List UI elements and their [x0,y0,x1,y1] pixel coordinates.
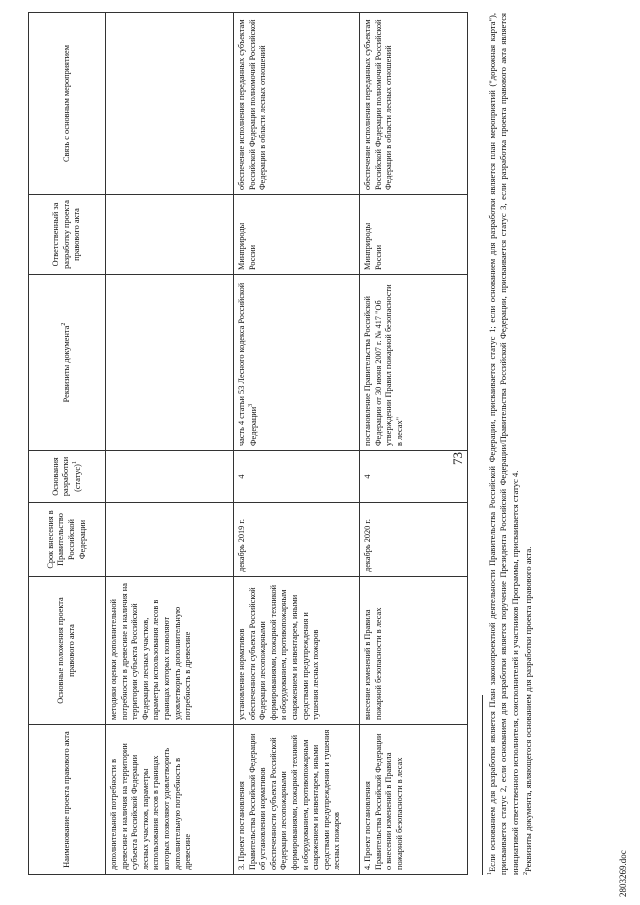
col-header-basis-text: Основания разработки (статус) [50,456,82,497]
cell-responsible: Минприроды России [234,195,360,275]
cell-deadline: декабрь 2020 г. [360,503,468,577]
col-header-responsible: Ответственный за разработку проекта правового акта [29,195,106,275]
cell-name: 3. Проект постановления Правительства Российской Федерации об установлении нормативов обеспеченности субъекта Российской Федерации лесопожарными формированиями, пожарной техникой и оборудованием, противопожарным снаряжением и инвентарем, иными средствами предупреждения и тушения лесных пожаров [234,725,360,875]
footnotes [482,13,534,875]
col-header-basis [29,451,106,503]
cell-provisions: внесение изменений в Правила пожарной безопасности в лесах [360,577,468,725]
cell-basis: 4 [234,451,360,503]
legal-acts-table [28,12,468,875]
cell-deadline [106,503,234,577]
cell-responsible: Минприроды России [360,195,468,275]
page-number: 73 [450,452,465,465]
footnote-1 [486,13,522,875]
cell-link [106,13,234,195]
col-header-link: Связь с основным мероприятием [29,13,106,195]
cell-requisites: постановление Правительства Российской Федерации от 30 июня 2007 г. № 417 "Об утверждении Правил пожарной безопасности в лесах" [360,275,468,451]
col-header-name: Наименование проекта правового акта [29,725,106,875]
footnote-separator [482,695,483,875]
cell-provisions: установление нормативов обеспеченности субъекта Российской Федерации лесопожарными формированиями, пожарной техникой и оборудованием, противопожарным снаряжением и инвентарем, иными средствами предупреждения и тушения лесных пожаров [234,577,360,725]
footnote-1-text: Если основанием для разработки является План законопроектной деятельности Правительства Российской Федерации, присваивается статус 1; если основанием для разработки является план мероприятий ("дорожная карта"), присваивается статус 2, если основанием для разработки является поручение Президента Российской Федерации/Правительства Российской Федерации, присваивается статус 3, если разработка проекта правового акта является инициативой ответственного исполнителя, соисполнителей и участников Программы, присваивается статус 4. [486,13,521,875]
cell-link: обеспечение исполнения переданных субъектам Российской Федерации полномочий Российской Федерации в области лесных отношений [360,13,468,195]
cell-basis [106,451,234,503]
footnote-1-mark: 1 [487,872,493,875]
col-header-requisites-text: Реквизиты документа [62,325,72,403]
cell-name: 4. Проект постановления Правительства Российской Федерации о внесении изменений в Правила пожарной безопасности в лесах [360,725,468,875]
footnote-ref-1: 1 [71,461,78,465]
table-header-row [29,13,106,875]
footnote-ref-3: 3 [247,403,254,407]
footnote-2 [522,13,534,875]
cell-responsible [106,195,234,275]
cell-deadline: декабрь 2019 г. [234,503,360,577]
cell-requisites [234,275,360,451]
col-header-requisites [29,275,106,451]
cell-requisites [106,275,234,451]
file-code: 2803269.doc [618,850,628,897]
cell-provisions: методики оценки дополнительной потребности в древесине и наличия на территории субъекта Российской Федерации лесных участков, параметры использования лесов в границах которых позволяют удовлетворить дополнительную потребность в древесине [106,577,234,725]
table-row [106,13,234,875]
cell-link: обеспечение исполнения переданных субъектам Российской Федерации полномочий Российской Федерации в области лесных отношений [234,13,360,195]
table-row [234,13,360,875]
cell-name: дополнительной потребности в древесине и наличия на территории субъекта Российской Федерации лесных участков, параметры использования лесов в границах которых позволяют удовлетворить дополнительную потребность в древесине [106,725,234,875]
footnote-2-text: Реквизиты документа, являющегося основанием для разработки проекта правового акта. [522,546,533,872]
cell-requisites-text: часть 4 статьи 53 Лесного кодекса Российской Федерации [237,282,258,446]
col-header-deadline: Срок внесения в Правительство Российской Федерации [29,503,106,577]
cell-basis: 4 [360,451,468,503]
footnote-2-mark: 2 [522,872,529,875]
footnote-ref-2: 2 [61,322,68,326]
col-header-provisions: Основные положения проекта правового акта [29,577,106,725]
table-row [360,13,468,875]
